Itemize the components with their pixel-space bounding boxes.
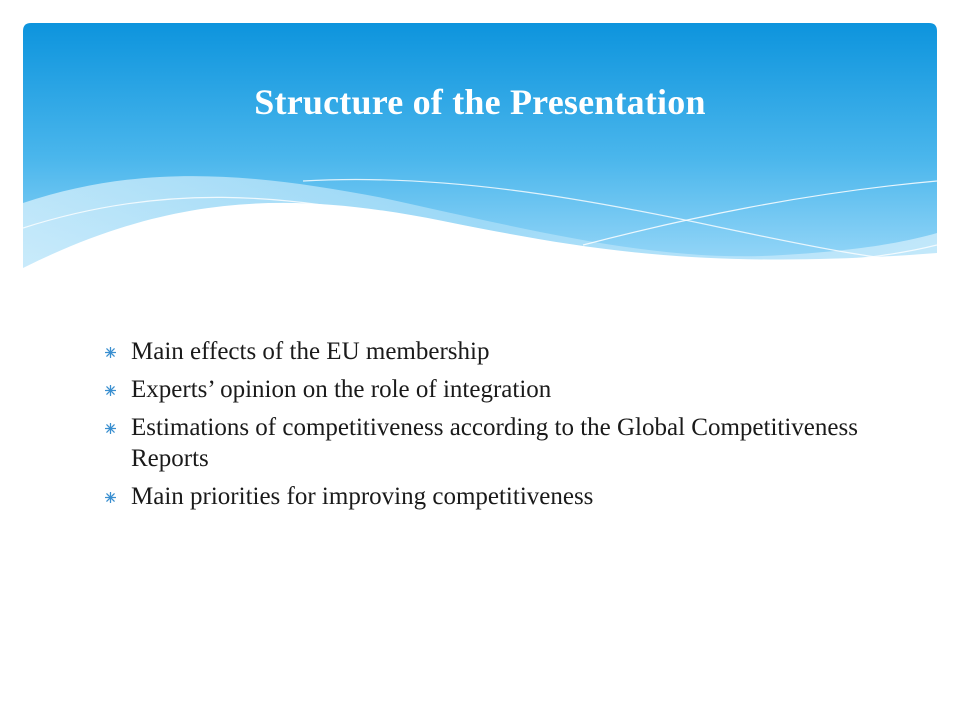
bullet-text: Experts’ opinion on the role of integration [131,376,552,403]
bullet-item [103,336,883,367]
asterisk-bullet-icon [105,374,119,405]
bullet-item [103,481,883,512]
bullet-text: Main effects of the EU membership [131,338,490,365]
bullet-item [103,374,883,405]
bullet-list [103,336,883,519]
asterisk-bullet-icon [105,481,119,512]
bullet-item [103,412,883,474]
bullet-text: Estimations of competitiveness according to the Global Competitiveness Reports [131,414,858,472]
asterisk-bullet-icon [105,412,119,443]
bullet-text: Main priorities for improving competitiveness [131,483,594,510]
header-banner [23,23,937,268]
slide-title: Structure of the Presentation [254,82,706,122]
banner-wave-graphic [23,23,937,268]
asterisk-bullet-icon [105,336,119,367]
